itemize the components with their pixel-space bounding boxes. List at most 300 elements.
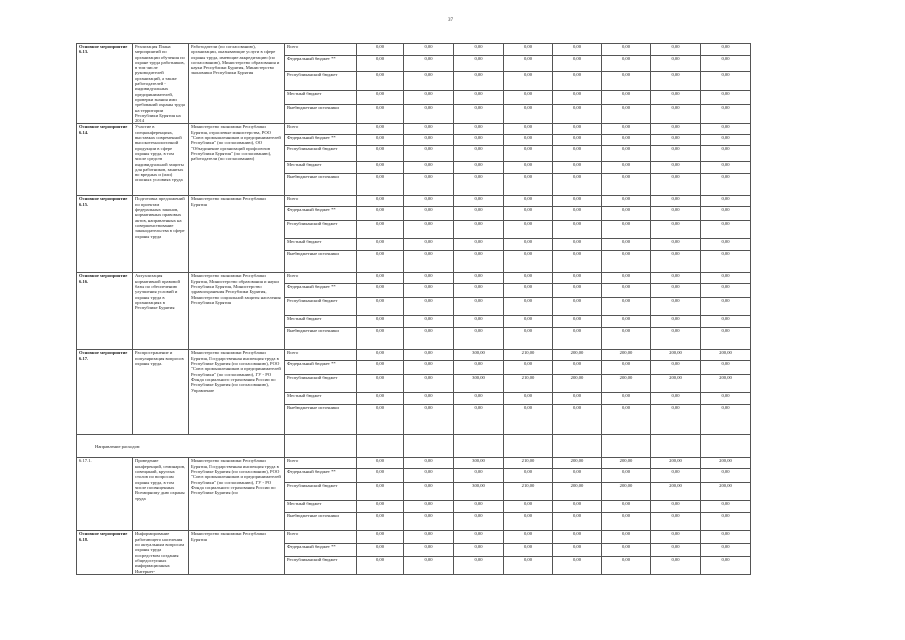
measure-name: Подготовка предложений по проектам федеральных законов, нормативных правовых актов, направленных на совершенствование законодательства в сфере охраны труда	[133, 196, 189, 273]
value-cell: 0,00	[602, 556, 651, 574]
value-cell: 0,00	[602, 328, 651, 350]
value-cell: 0,00	[357, 146, 404, 162]
value-cell: 0,00	[454, 556, 504, 574]
funding-source: Федеральный бюджет **	[285, 135, 357, 146]
value-cell: 0,00	[602, 284, 651, 298]
measure-name: Участие в спецконференциях, выставках современной высокотехнологичной продукции в сфере охраны труда, в том числе средств индивидуальной защиты для работников, занятых во вредных и (или) опасных условиях труда	[133, 124, 189, 196]
value-cell: 0,00	[602, 544, 651, 557]
value-cell: 200,00	[553, 375, 602, 393]
value-cell: 0,00	[454, 469, 504, 483]
value-cell: 0,00	[454, 531, 504, 544]
value-cell: 0,00	[504, 393, 553, 405]
measure-code: 6.17.1.	[77, 458, 133, 531]
value-cell: 0,00	[602, 405, 651, 435]
value-cell: 0,00	[404, 174, 454, 196]
value-cell: 0,00	[701, 91, 751, 104]
table-row	[77, 435, 751, 458]
value-cell: 0,00	[651, 56, 701, 71]
value-cell: 0,00	[651, 405, 701, 435]
funding-source: Всего	[285, 531, 357, 544]
value-cell: 0,00	[602, 91, 651, 104]
value-cell: 0,00	[701, 393, 751, 405]
value-cell: 0,00	[602, 207, 651, 221]
value-cell: 200,00	[701, 350, 751, 361]
value-cell: 0,00	[651, 393, 701, 405]
measure-name: Реализация Плана мероприятий по организации обучения по охране труда работников, в том числе руководителей организаций, а также работодателей - индивидуальных предпринимателей, проверки знания ими требований охраны труда на территории Республики Бурятия на 2014	[133, 44, 189, 124]
value-cell: 0,00	[454, 207, 504, 221]
value-cell: 0,00	[454, 513, 504, 531]
funding-source: Республиканский бюджет	[285, 375, 357, 393]
measure-name: Проведение конференций, семинаров, совещаний, круглых столов по вопросам охраны труда, в том числе посвященных Всемирному дню охраны труда	[133, 458, 189, 531]
value-cell: 0,00	[602, 104, 651, 124]
value-cell: 0,00	[404, 298, 454, 316]
value-cell: 0,00	[404, 513, 454, 531]
value-cell: 0,00	[357, 531, 404, 544]
value-cell: 0,00	[701, 513, 751, 531]
value-cell: 0,00	[602, 71, 651, 91]
value-cell: 0,00	[404, 350, 454, 361]
value-cell: 0,00	[553, 556, 602, 574]
value-cell: 0,00	[454, 104, 504, 124]
value-cell: 0,00	[651, 104, 701, 124]
value-cell: 0,00	[602, 251, 651, 273]
value-cell: 0,00	[357, 328, 404, 350]
value-cell: 0,00	[701, 273, 751, 284]
value-cell: 0,00	[651, 239, 701, 251]
value-cell: 0,00	[602, 239, 651, 251]
value-cell: 0,00	[553, 393, 602, 405]
value-cell: 0,00	[553, 273, 602, 284]
funding-source: Местный бюджет	[285, 91, 357, 104]
value-cell: 0,00	[602, 44, 651, 56]
value-cell: 0,00	[357, 162, 404, 174]
value-cell: 0,00	[701, 298, 751, 316]
table-row	[77, 350, 751, 361]
funding-source: Федеральный бюджет **	[285, 56, 357, 71]
value-cell: 0,00	[357, 501, 404, 513]
funding-source: Республиканский бюджет	[285, 221, 357, 239]
value-cell: 0,00	[404, 162, 454, 174]
value-cell: 0,00	[553, 501, 602, 513]
value-cell: 0,00	[651, 221, 701, 239]
value-cell: 200,00	[651, 458, 701, 469]
value-cell: 0,00	[553, 469, 602, 483]
funding-source: Всего	[285, 44, 357, 56]
value-cell: 0,00	[404, 71, 454, 91]
value-cell: 0,00	[454, 251, 504, 273]
value-cell: 0,00	[454, 56, 504, 71]
value-cell: 0,00	[357, 273, 404, 284]
value-cell: 0,00	[504, 251, 553, 273]
value-cell: 0,00	[651, 513, 701, 531]
table-row	[77, 44, 751, 56]
value-cell: 0,00	[701, 104, 751, 124]
funding-source: Федеральный бюджет **	[285, 469, 357, 483]
value-cell: 0,00	[651, 361, 701, 375]
value-cell: 0,00	[553, 328, 602, 350]
value-cell: 0,00	[602, 221, 651, 239]
value-cell: 0,00	[701, 251, 751, 273]
value-cell: 0,00	[602, 469, 651, 483]
funding-source: Местный бюджет	[285, 162, 357, 174]
funding-source: Местный бюджет	[285, 239, 357, 251]
value-cell: 0,00	[651, 469, 701, 483]
value-cell: 0,00	[357, 207, 404, 221]
empty-cell	[602, 435, 651, 458]
value-cell: 0,00	[454, 316, 504, 328]
value-cell: 200,00	[602, 458, 651, 469]
value-cell: 0,00	[357, 239, 404, 251]
value-cell: 0,00	[504, 316, 553, 328]
value-cell: 0,00	[553, 316, 602, 328]
value-cell: 200,00	[553, 350, 602, 361]
measure-code: Основное мероприятие 6.18.	[77, 531, 133, 574]
value-cell: 0,00	[404, 375, 454, 393]
value-cell: 0,00	[651, 135, 701, 146]
empty-cell	[553, 435, 602, 458]
value-cell: 0,00	[602, 393, 651, 405]
value-cell: 0,00	[504, 556, 553, 574]
value-cell: 200,00	[651, 350, 701, 361]
value-cell: 0,00	[504, 469, 553, 483]
value-cell: 0,00	[701, 239, 751, 251]
value-cell: 0,00	[454, 44, 504, 56]
measure-code: Основное мероприятие 6.15.	[77, 196, 133, 273]
funding-source: Внебюджетные источники	[285, 104, 357, 124]
value-cell: 210,00	[504, 375, 553, 393]
value-cell: 0,00	[504, 124, 553, 135]
value-cell: 0,00	[504, 91, 553, 104]
value-cell: 0,00	[553, 239, 602, 251]
value-cell: 0,00	[404, 196, 454, 207]
value-cell: 0,00	[504, 207, 553, 221]
value-cell: 0,00	[701, 501, 751, 513]
value-cell: 200,00	[602, 483, 651, 501]
value-cell: 0,00	[357, 91, 404, 104]
value-cell: 200,00	[701, 375, 751, 393]
measure-code: Основное мероприятие 6.14.	[77, 124, 133, 196]
value-cell: 0,00	[454, 328, 504, 350]
measure-code: Основное мероприятие 6.13.	[77, 44, 133, 124]
value-cell: 0,00	[602, 124, 651, 135]
value-cell: 0,00	[651, 273, 701, 284]
value-cell: 0,00	[357, 393, 404, 405]
value-cell: 0,00	[404, 124, 454, 135]
value-cell: 0,00	[553, 361, 602, 375]
value-cell: 0,00	[454, 135, 504, 146]
value-cell: 0,00	[701, 56, 751, 71]
measure-code: Основное мероприятие 6.17.	[77, 350, 133, 435]
value-cell: 0,00	[504, 174, 553, 196]
value-cell: 0,00	[504, 239, 553, 251]
value-cell: 0,00	[553, 207, 602, 221]
value-cell: 0,00	[602, 162, 651, 174]
value-cell: 0,00	[504, 44, 553, 56]
value-cell: 0,00	[651, 284, 701, 298]
value-cell: 0,00	[651, 328, 701, 350]
value-cell: 0,00	[602, 174, 651, 196]
value-cell: 0,00	[701, 162, 751, 174]
value-cell: 200,00	[553, 458, 602, 469]
value-cell: 0,00	[357, 174, 404, 196]
value-cell: 0,00	[357, 513, 404, 531]
value-cell: 0,00	[701, 71, 751, 91]
value-cell: 0,00	[602, 501, 651, 513]
value-cell: 0,00	[504, 501, 553, 513]
value-cell: 0,00	[357, 483, 404, 501]
value-cell: 0,00	[553, 298, 602, 316]
measure-executor: Министерство экономики Республики Бурятия, Государственная инспекция труда в Республике Бурятия (по согласованию), РОО "Союз промышленников и предпринимателей Республики" (по согласованию), ГУ - РО Фонда социального страхования России по Республике Бурятия (по согласованию), Управление	[189, 350, 285, 435]
value-cell: 0,00	[553, 284, 602, 298]
value-cell: 0,00	[553, 162, 602, 174]
measure-executor: Работодатели (по согласованию), организации, оказывающие услуги в сфере охраны труда, имеющие аккредитацию (по согласованию), Министерство образования и науки Республики Бурятия, Министерство экономики Республики Бурятия	[189, 44, 285, 124]
value-cell: 300,00	[454, 350, 504, 361]
value-cell: 0,00	[454, 239, 504, 251]
funding-source: Республиканский бюджет	[285, 556, 357, 574]
value-cell: 0,00	[602, 146, 651, 162]
value-cell: 0,00	[651, 44, 701, 56]
empty-cell	[285, 435, 357, 458]
value-cell: 0,00	[602, 531, 651, 544]
value-cell: 0,00	[504, 513, 553, 531]
value-cell: 0,00	[404, 531, 454, 544]
value-cell: 0,00	[454, 544, 504, 557]
empty-cell	[701, 435, 751, 458]
value-cell: 0,00	[504, 405, 553, 435]
funding-source: Федеральный бюджет **	[285, 544, 357, 557]
value-cell: 0,00	[404, 284, 454, 298]
page-number: 37	[448, 18, 453, 23]
value-cell: 0,00	[404, 316, 454, 328]
value-cell: 0,00	[553, 135, 602, 146]
value-cell: 0,00	[454, 174, 504, 196]
value-cell: 0,00	[701, 207, 751, 221]
value-cell: 0,00	[701, 544, 751, 557]
value-cell: 0,00	[602, 513, 651, 531]
funding-source: Республиканский бюджет	[285, 298, 357, 316]
value-cell: 0,00	[651, 298, 701, 316]
value-cell: 200,00	[651, 483, 701, 501]
value-cell: 0,00	[651, 501, 701, 513]
value-cell: 200,00	[602, 375, 651, 393]
value-cell: 0,00	[553, 531, 602, 544]
value-cell: 0,00	[357, 375, 404, 393]
value-cell: 0,00	[404, 221, 454, 239]
value-cell: 0,00	[404, 104, 454, 124]
value-cell: 0,00	[602, 361, 651, 375]
value-cell: 200,00	[602, 350, 651, 361]
value-cell: 200,00	[701, 458, 751, 469]
value-cell: 0,00	[357, 135, 404, 146]
value-cell: 0,00	[651, 146, 701, 162]
value-cell: 0,00	[651, 124, 701, 135]
value-cell: 0,00	[357, 556, 404, 574]
value-cell: 0,00	[602, 273, 651, 284]
value-cell: 0,00	[651, 196, 701, 207]
measure-executor: Министерство экономики Республики Бурятия	[189, 531, 285, 574]
funding-source: Республиканский бюджет	[285, 483, 357, 501]
value-cell: 0,00	[357, 124, 404, 135]
value-cell: 0,00	[553, 104, 602, 124]
value-cell: 0,00	[454, 298, 504, 316]
value-cell: 0,00	[504, 196, 553, 207]
value-cell: 0,00	[404, 405, 454, 435]
funding-source: Федеральный бюджет **	[285, 284, 357, 298]
value-cell: 300,00	[454, 375, 504, 393]
value-cell: 0,00	[454, 393, 504, 405]
value-cell: 0,00	[553, 71, 602, 91]
funding-source: Всего	[285, 273, 357, 284]
value-cell: 0,00	[504, 146, 553, 162]
table-row	[77, 458, 751, 469]
funding-source: Внебюджетные источники	[285, 328, 357, 350]
value-cell: 0,00	[701, 124, 751, 135]
budget-table	[76, 43, 751, 575]
value-cell: 0,00	[504, 135, 553, 146]
value-cell: 300,00	[454, 483, 504, 501]
value-cell: 0,00	[701, 316, 751, 328]
funding-source: Внебюджетные источники	[285, 174, 357, 196]
value-cell: 0,00	[651, 251, 701, 273]
value-cell: 0,00	[357, 196, 404, 207]
measure-executor: Министерство экономики Республики Бурятия, отраслевые министерства, РОО "Союз промышленников и предпринимателей Республики" (по согласованию), ОО "Объединение организаций профсоюзов Республики Бурятия" (по согласованию), работодатели (по согласованию)	[189, 124, 285, 196]
empty-cell	[404, 435, 454, 458]
funding-source: Внебюджетные источники	[285, 405, 357, 435]
measure-name: Информирование работающего населения по актуальным вопросам охраны труда посредством создания общедоступных информационных Интернет-	[133, 531, 189, 574]
value-cell: 0,00	[553, 44, 602, 56]
value-cell: 0,00	[404, 239, 454, 251]
value-cell: 0,00	[504, 104, 553, 124]
value-cell: 0,00	[357, 350, 404, 361]
value-cell: 0,00	[404, 146, 454, 162]
value-cell: 0,00	[357, 458, 404, 469]
funding-source: Федеральный бюджет **	[285, 361, 357, 375]
value-cell: 0,00	[404, 544, 454, 557]
value-cell: 0,00	[404, 44, 454, 56]
value-cell: 0,00	[504, 71, 553, 91]
value-cell: 0,00	[553, 221, 602, 239]
value-cell: 0,00	[404, 361, 454, 375]
value-cell: 0,00	[504, 361, 553, 375]
measure-executor: Министерство экономики Республики Бурятия	[189, 196, 285, 273]
value-cell: 0,00	[454, 146, 504, 162]
value-cell: 300,00	[454, 458, 504, 469]
value-cell: 210,00	[504, 458, 553, 469]
value-cell: 0,00	[602, 316, 651, 328]
funding-source: Местный бюджет	[285, 316, 357, 328]
measure-executor: Министерство экономики Республики Бурятия, Государственная инспекция труда в Республике Бурятия (по согласованию), РОО "Союз промышленников и предпринимателей Республики" (по согласованию), ГУ - РО Фонда социального страхования России по Республике Бурятия (по	[189, 458, 285, 531]
measure-name: Актуализация нормативной правовой базы по обеспечению улучшения условий и охраны труда в организациях в Республике Бурятия	[133, 273, 189, 350]
value-cell: 0,00	[454, 361, 504, 375]
value-cell: 200,00	[651, 375, 701, 393]
value-cell: 0,00	[553, 405, 602, 435]
empty-cell	[357, 435, 404, 458]
value-cell: 0,00	[504, 298, 553, 316]
value-cell: 0,00	[357, 221, 404, 239]
value-cell: 0,00	[651, 556, 701, 574]
funding-source: Всего	[285, 196, 357, 207]
value-cell: 0,00	[553, 146, 602, 162]
table-row	[77, 273, 751, 284]
value-cell: 0,00	[404, 273, 454, 284]
value-cell: 0,00	[454, 501, 504, 513]
value-cell: 0,00	[602, 196, 651, 207]
value-cell: 0,00	[701, 328, 751, 350]
funding-source: Местный бюджет	[285, 393, 357, 405]
value-cell: 0,00	[404, 56, 454, 71]
value-cell: 0,00	[357, 56, 404, 71]
value-cell: 0,00	[404, 393, 454, 405]
funding-source: Внебюджетные источники	[285, 513, 357, 531]
value-cell: 0,00	[404, 483, 454, 501]
value-cell: 0,00	[404, 458, 454, 469]
direction-label: Направление расходов:	[77, 435, 285, 458]
value-cell: 0,00	[504, 544, 553, 557]
value-cell: 0,00	[701, 135, 751, 146]
value-cell: 0,00	[553, 91, 602, 104]
value-cell: 0,00	[357, 361, 404, 375]
value-cell: 0,00	[651, 174, 701, 196]
value-cell: 0,00	[553, 196, 602, 207]
value-cell: 0,00	[602, 135, 651, 146]
value-cell: 0,00	[701, 531, 751, 544]
value-cell: 0,00	[602, 298, 651, 316]
value-cell: 0,00	[651, 207, 701, 221]
budget-table-body	[77, 44, 751, 575]
value-cell: 0,00	[553, 124, 602, 135]
value-cell: 0,00	[404, 91, 454, 104]
value-cell: 0,00	[454, 405, 504, 435]
funding-source: Внебюджетные источники	[285, 251, 357, 273]
value-cell: 0,00	[404, 501, 454, 513]
funding-source: Всего	[285, 124, 357, 135]
value-cell: 0,00	[701, 469, 751, 483]
value-cell: 0,00	[504, 273, 553, 284]
table-row	[77, 124, 751, 135]
funding-source: Всего	[285, 458, 357, 469]
value-cell: 200,00	[701, 483, 751, 501]
value-cell: 0,00	[357, 298, 404, 316]
value-cell: 0,00	[454, 162, 504, 174]
funding-source: Республиканский бюджет	[285, 146, 357, 162]
value-cell: 0,00	[504, 221, 553, 239]
value-cell: 0,00	[602, 56, 651, 71]
value-cell: 0,00	[454, 91, 504, 104]
funding-source: Республиканский бюджет	[285, 71, 357, 91]
value-cell: 0,00	[357, 251, 404, 273]
table-row	[77, 531, 751, 544]
funding-source: Федеральный бюджет **	[285, 207, 357, 221]
value-cell: 0,00	[651, 91, 701, 104]
value-cell: 0,00	[701, 44, 751, 56]
value-cell: 0,00	[454, 273, 504, 284]
value-cell: 0,00	[701, 174, 751, 196]
value-cell: 0,00	[553, 56, 602, 71]
value-cell: 0,00	[701, 221, 751, 239]
value-cell: 0,00	[357, 44, 404, 56]
value-cell: 0,00	[701, 146, 751, 162]
value-cell: 0,00	[553, 174, 602, 196]
measure-code: Основное мероприятие 6.16.	[77, 273, 133, 350]
value-cell: 0,00	[404, 207, 454, 221]
value-cell: 0,00	[454, 221, 504, 239]
funding-source: Всего	[285, 350, 357, 361]
value-cell: 0,00	[553, 544, 602, 557]
empty-cell	[504, 435, 553, 458]
table-row	[77, 196, 751, 207]
value-cell: 0,00	[553, 251, 602, 273]
value-cell: 0,00	[504, 56, 553, 71]
